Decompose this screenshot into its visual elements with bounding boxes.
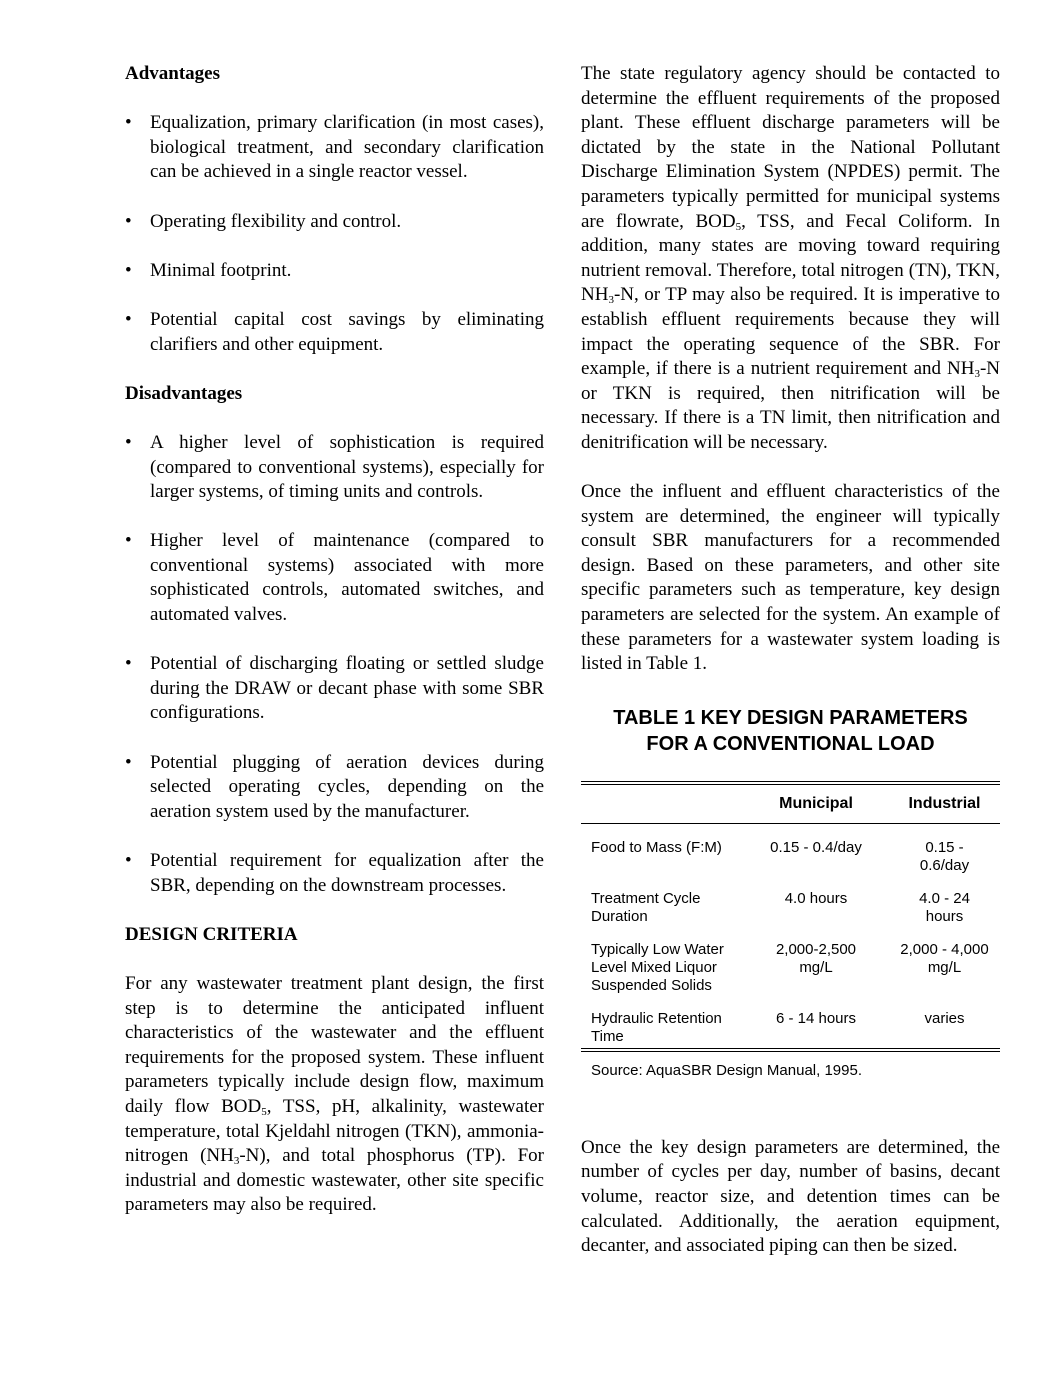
disadvantages-heading: Disadvantages: [125, 382, 243, 404]
disadvantage-item: • A higher level of sophistication is required (compared to conventional systems), especially for larger systems, of timing units and controls.: [125, 431, 544, 505]
design-criteria-heading: DESIGN CRITERIA: [125, 923, 298, 945]
header-municipal: Municipal: [779, 794, 853, 812]
table-row: Food to Mass (F:M) 0.15 - 0.4/day 0.15 - 0.6/day: [591, 838, 970, 874]
design-parameters-paragraph: Once the influent and effluent characteristics of the system are determined, the engineer will typically consult SBR manufacturers for a recommended design. Based on these parameters, and other site specific parameters such as temperature, key design parameters are selected for the system. An example of these parameters for a wastewater system loading is listed in Table 1.: [581, 481, 1000, 675]
table-row: Hydraulic Retention Time 6 - 14 hours varies: [591, 1009, 965, 1045]
disadvantage-item: • Potential plugging of aeration devices during selected operating cycles, depending on the aeration system used by the manufacturer.: [125, 751, 544, 825]
bullet-icon: •: [125, 259, 132, 281]
bullet-icon: •: [125, 431, 132, 453]
design-criteria-paragraph: For any wastewater treatment plant design, the first step is to determine the anticipated influent characteristics of the wastewater and the effluent requirements for the proposed system. These influent parameters typically include design flow, maximum daily flow $BOD_5$, TSS, pH, alkalinity, wastewater temperature, total Kjeldahl nitrogen (TKN), ammonia-nitrogen $(NH_3-N)$, and total phosphorus (TP). For industrial and domestic wastewater, other site specific parameters may also be required.: [125, 972, 544, 1216]
right-column: [581, 62, 1000, 1259]
advantage-item: • Operating flexibility and control.: [125, 210, 544, 235]
table-header-row: [581, 785, 1000, 824]
bullet-icon: •: [125, 653, 132, 675]
design-parameters-table: [581, 781, 1000, 1052]
bullet-icon: •: [125, 530, 132, 552]
disadvantage-item: • Higher level of maintenance (compared to conventional systems) associated with more sophisticated controls, automated switches, and automated valves.: [125, 529, 544, 627]
header-industrial: Industrial: [908, 794, 981, 812]
bullet-icon: •: [125, 850, 132, 871]
sizing-paragraph: Once the key design parameters are determined, the number of cycles per day, number of basins, decant volume, reactor size, and detention times can be calculated. Additionally, the aeration equipment, decanter, and associated piping can then be sized.: [581, 1136, 1000, 1257]
advantage-item: • Potential capital cost savings by eliminating clarifiers and other equipment.: [125, 308, 544, 357]
bullet-icon: •: [125, 308, 132, 330]
bullet-icon: •: [125, 112, 132, 134]
left-column: [125, 62, 544, 1218]
table-row: Typically Low Water Level Mixed Liquor Suspended Solids 2,000-2,500 mg/L 2,000 - 4,000 mg/L: [591, 940, 989, 994]
disadvantage-item: • Potential of discharging floating or settled sludge during the DRAW or decant phase with some SBR configurations.: [125, 652, 544, 726]
effluent-paragraph: The state regulatory agency should be contacted to determine the effluent requirements of the proposed plant. These effluent discharge parameters will be dictated by the state in the National Pollutant Discharge Elimination System (NPDES) permit. The parameters typically permitted for municipal systems are flowrate, $BOD_5$, TSS, and Fecal Coliform. In addition, many states are moving toward requiring nutrient removal. Therefore, total nitrogen (TN), TKN, $NH_3-N$, or TP may also be required. It is imperative to establish effluent requirements because they will impact the operating sequence of the SBR. For example, if there is a nutrient requirement and $NH_3-N$ or TKN is required, then nitrification will be necessary. If there is a TN limit, then nitrification and denitrification will be necessary.: [581, 63, 1000, 453]
advantage-item: • Minimal footprint.: [125, 259, 544, 284]
advantage-item: • Equalization, primary clarification (in most cases), biological treatment, and secondary clarification can be achieved in a single reactor vessel.: [125, 111, 544, 185]
advantages-heading: Advantages: [125, 63, 221, 84]
table-source: Source: AquaSBR Design Manual, 1995.: [591, 1061, 863, 1079]
table-row: Treatment Cycle Duration 4.0 hours 4.0 - 24 hours: [591, 889, 970, 925]
bullet-icon: •: [125, 210, 132, 232]
disadvantage-item: • Potential requirement for equalization after the SBR, depending on the downstream processes.: [125, 849, 544, 898]
table-title: TABLE 1 KEY DESIGN PARAMETERS FOR A CONVENTIONAL LOAD: [613, 706, 968, 755]
bullet-icon: •: [125, 751, 132, 773]
